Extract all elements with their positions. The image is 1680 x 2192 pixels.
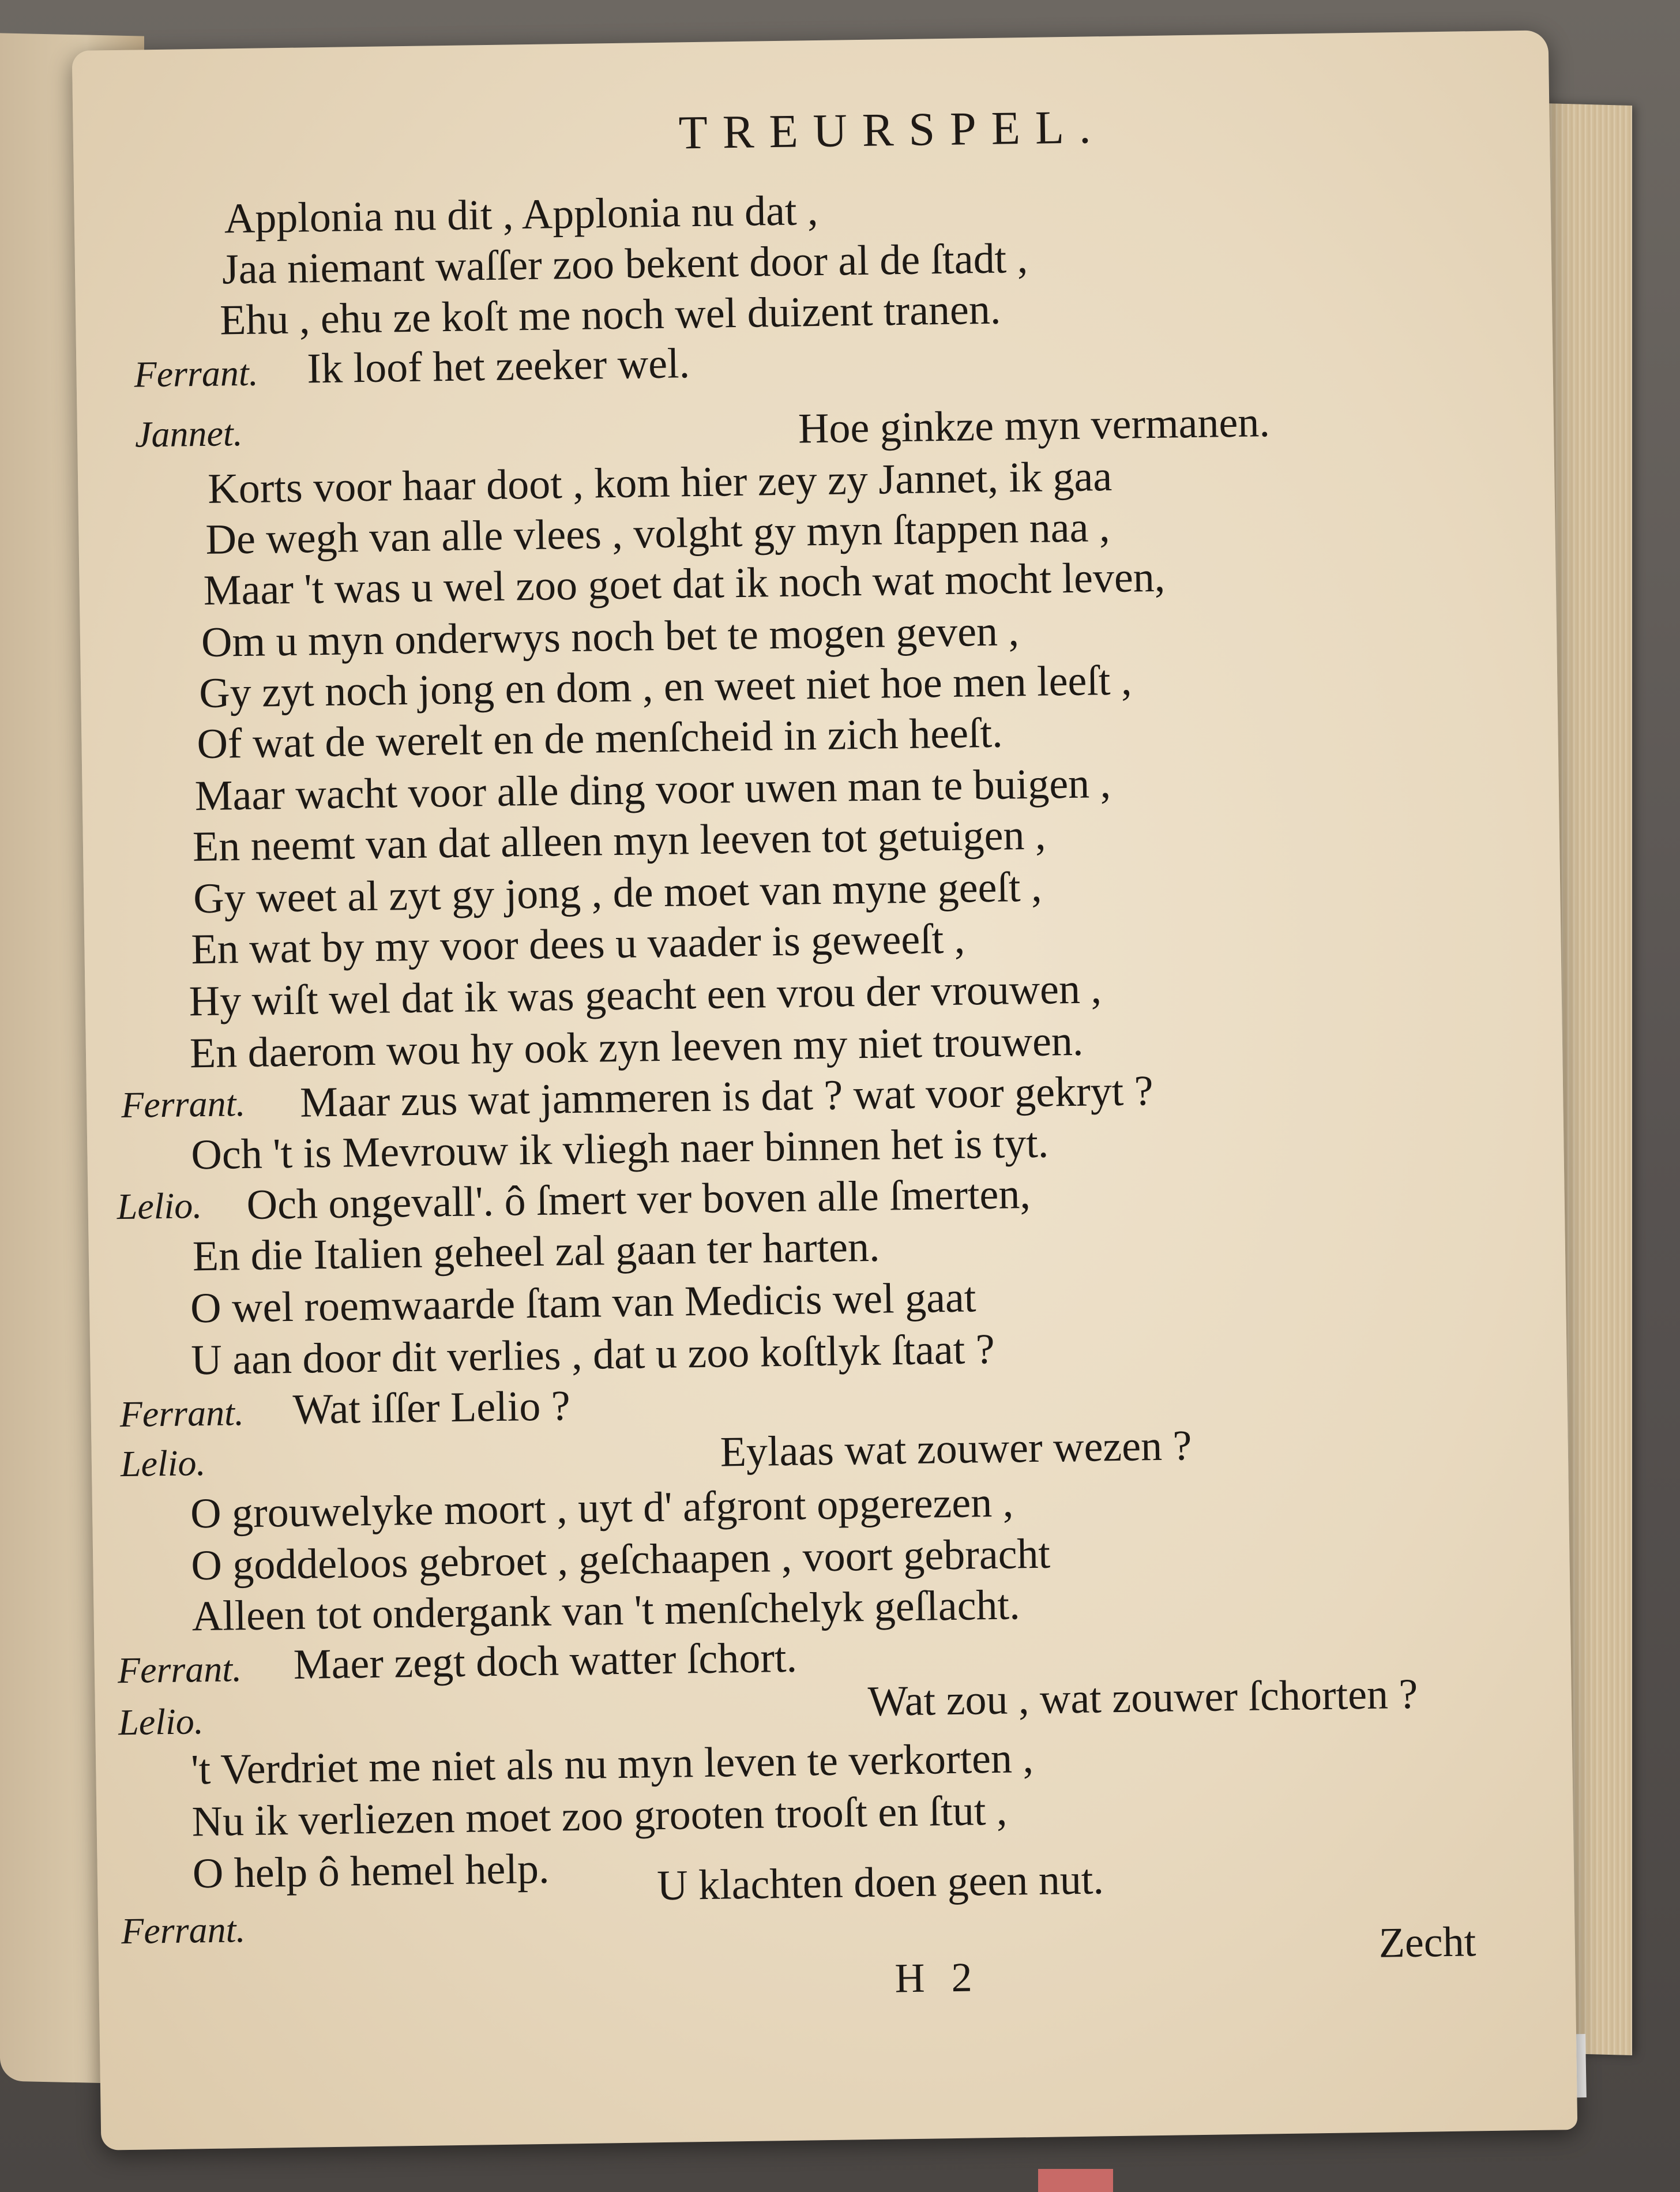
- verse-line: O wel roemwaarde ſtam van Medicis wel gaat: [190, 1274, 976, 1333]
- verse-line: Maar zus wat jammeren is dat ? wat voor gekryt ?: [299, 1067, 1154, 1127]
- verse-line: Maer zegt doch watter ſchort.: [293, 1634, 798, 1688]
- verse-line: Gy weet al zyt gy jong , de moet van myne geeſt ,: [193, 863, 1043, 923]
- speaker-name: Ferrant.: [119, 1392, 245, 1435]
- book-page: [72, 30, 1578, 2150]
- verse-line: Och 't is Mevrouw ik vliegh naer binnen het is tyt.: [190, 1119, 1049, 1179]
- red-marker-tab: [1038, 2169, 1113, 2192]
- verse-line: En die Italien geheel zal gaan ter harten.: [192, 1223, 880, 1281]
- verse-line: Ik loof het zeeker wel.: [306, 340, 690, 393]
- speaker-name: Lelio.: [116, 1185, 202, 1228]
- show-through-ghost-text: [1169, 123, 1527, 128]
- verse-line: U klachten doen geen nut.: [656, 1856, 1104, 1910]
- verse-line: Jaa niemant waſſer zoo bekent door al de ſtadt ,: [221, 234, 1028, 294]
- verse-line: Alleen tot ondergank van 't menſchelyk geſlacht.: [191, 1581, 1021, 1641]
- speaker-name: Ferrant.: [121, 1083, 246, 1126]
- verse-line: En neemt van dat alleen myn leeven tot getuigen ,: [192, 811, 1046, 871]
- verse-line: Hoe ginkze myn vermanen.: [798, 399, 1271, 453]
- catchword: Zecht: [1378, 1918, 1476, 1967]
- running-head: TREURSPEL.: [678, 100, 1107, 159]
- verse-line: Om u myn onderwys noch bet te mogen geven ,: [201, 607, 1020, 667]
- speaker-name: Ferrant.: [121, 1909, 246, 1952]
- verse-line: Hy wiſt wel dat ik was geacht een vrou der vrouwen ,: [189, 965, 1102, 1026]
- verse-line: De wegh van alle vlees , volght gy myn ſtappen naa ,: [205, 504, 1110, 564]
- verse-line: Och ongevall'. ô ſmert ver boven alle ſmerten,: [246, 1170, 1031, 1229]
- verse-line: O goddeloos gebroet , geſchaapen , voort gebracht: [190, 1530, 1051, 1590]
- verse-line: Maar 't was u wel zoo goet dat ik noch wat mocht leven,: [203, 553, 1166, 614]
- verse-line: Maar wacht voor alle ding voor uwen man te buigen ,: [194, 760, 1111, 820]
- speaker-name: Ferrant.: [134, 352, 259, 395]
- speaker-name: Lelio.: [118, 1701, 204, 1743]
- verse-line: Eylaas wat zouwer wezen ?: [720, 1422, 1192, 1476]
- verse-line: Applonia nu dit , Applonia nu dat ,: [224, 187, 819, 243]
- verse-line: U aan door dit verlies , dat u zoo koſtlyk ſtaat ?: [190, 1325, 995, 1384]
- verse-line: Nu ik verliezen moet zoo grooten trooſt en ſtut ,: [191, 1786, 1008, 1846]
- speaker-name: Jannet.: [134, 412, 243, 455]
- verse-line: Gy zyt noch jong en dom , en weet niet hoe men leeſt ,: [198, 656, 1132, 718]
- verse-line: En wat by my voor dees u vaader is geweeſt ,: [190, 915, 965, 974]
- verse-line: Ehu , ehu ze koſt me noch wel duizent tranen.: [219, 286, 1001, 344]
- verse-line: En daerom wou hy ook zyn leeven my niet trouwen.: [189, 1017, 1084, 1078]
- speaker-name: Lelio.: [120, 1442, 206, 1485]
- verse-line: 't Verdriet me niet als nu myn leven te verkorten ,: [190, 1735, 1034, 1794]
- speaker-name: Ferrant.: [117, 1648, 242, 1691]
- verse-line: Wat zou , wat zouwer ſchorten ?: [867, 1670, 1418, 1726]
- verse-line: O help ô hemel help.: [192, 1845, 550, 1898]
- verse-line: Wat iſſer Lelio ?: [292, 1382, 571, 1433]
- verse-line: Of wat de werelt en de menſcheid in zich heeſt.: [196, 709, 1004, 768]
- verse-line: Korts voor haar doot , kom hier zey zy Jannet, ik gaa: [207, 452, 1113, 513]
- verse-line: O grouwelyke moort , uyt d' afgront opgerezen ,: [190, 1478, 1014, 1538]
- signature-mark: H 2: [894, 1954, 981, 2002]
